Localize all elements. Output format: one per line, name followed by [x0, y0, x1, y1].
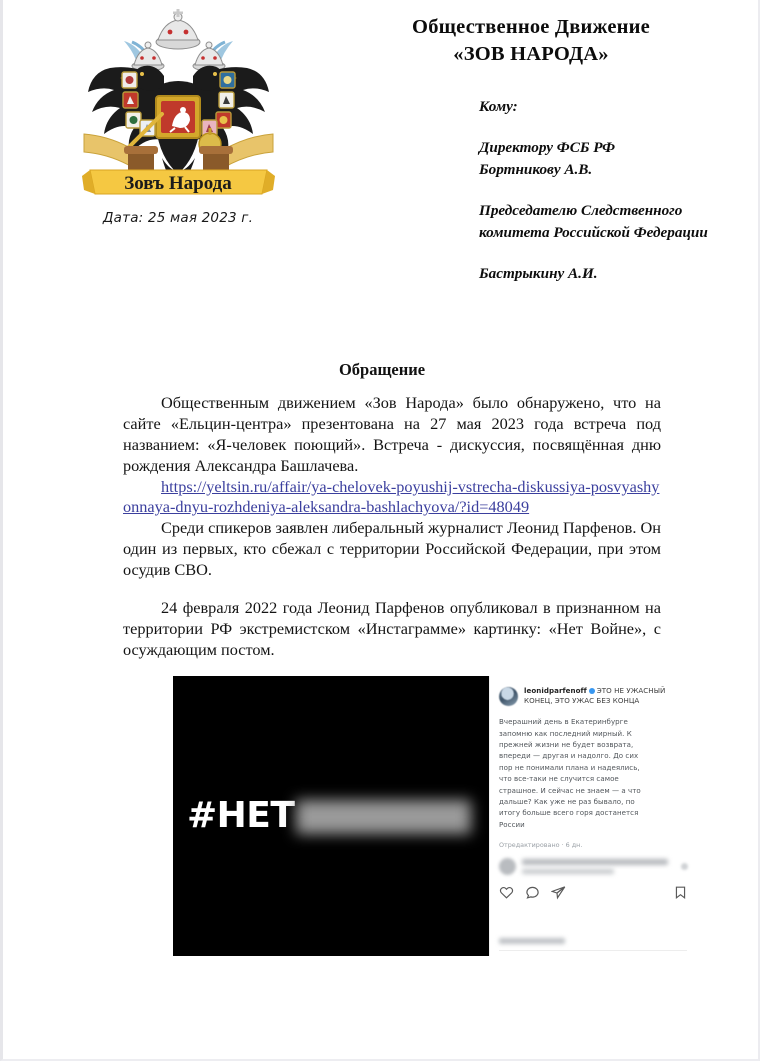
recipient-3-line-1: Бастрыкину А.И. [479, 265, 598, 283]
embedded-instagram-screenshot [173, 676, 697, 956]
organization-title [311, 14, 751, 68]
org-title-line-1: Общественное Движение [412, 16, 650, 38]
no-war-poster-image [173, 676, 489, 956]
source-url-link[interactable]: https://yeltsin.ru/affair/ya-chelovek-poyushij-vstrecha-diskussiya-posvyashyonnaya-dnyu-rozhdeniya-aleksandra-bashlachyova/?id=48049 [123, 476, 660, 517]
verified-badge-icon [589, 688, 595, 694]
addressee-block [479, 96, 751, 285]
addressee-recipient-1 [479, 137, 751, 181]
addressee-to-label-group [479, 96, 751, 118]
comment-line-1 [522, 859, 668, 865]
document-header [11, 0, 753, 330]
instagram-header-text [524, 686, 688, 706]
instagram-edited-note: Отредактировано · 6 дн. [499, 841, 583, 850]
instagram-action-bar [499, 885, 688, 900]
addressee-recipient-3 [479, 263, 751, 285]
censored-block [296, 800, 471, 834]
paragraph-2: Среди спикеров заявлен либеральный журналист Леонид Парфенов. Он один из первых, кто сбежал с территории Российской Федерации, при этом осудив СВО. [123, 517, 661, 579]
paragraph-spacer [123, 581, 661, 598]
recipient-2-line-1: Председателю Следственного [479, 202, 683, 220]
emblem-ribbon-text: Зовъ Народа [123, 173, 232, 194]
instagram-comment-row [499, 858, 688, 875]
recipient-1-line-1: Директору ФСБ РФ [479, 139, 616, 157]
document-date: Дата: 25 мая 2023 г. [102, 210, 254, 226]
emblem-ribbon [82, 170, 275, 194]
post-timestamp-blurred [499, 938, 565, 944]
instagram-caption: Вчерашний день в Екатеринбурге запомню как последний мирный. К прежней жизни не будет возврата, впереди — другая и надолго. До сих пор не понимали плана и надеялись, что все-таки не случится самое страшное. И сейчас не знаем — а что дальше? Как уже не раз бывало, по итогу больше всего горя достанется России [499, 717, 641, 829]
emblem-svg [76, 8, 281, 198]
org-title-line-2: «ЗОВ НАРОДА» [453, 43, 609, 66]
instagram-username[interactable]: leonidparfenoff [524, 686, 587, 695]
avatar [499, 687, 518, 706]
central-shield [156, 96, 200, 138]
document-sheet [11, 0, 753, 1059]
comment-line-2 [522, 869, 614, 874]
document-body [123, 393, 661, 660]
addressee-to-label: Кому: [479, 98, 518, 115]
instagram-post-panel [489, 676, 697, 956]
addressee-recipient-2 [479, 200, 751, 244]
imperial-crown-center [156, 9, 200, 49]
double-headed-eagle-emblem [76, 8, 281, 198]
like-icon[interactable] [499, 885, 514, 900]
recipient-2-line-2: комитета Российской Федерации [479, 224, 708, 242]
no-war-poster-content [187, 795, 471, 836]
panel-divider [499, 950, 687, 951]
recipient-1-line-2: Бортникову А.В. [479, 161, 593, 179]
paragraph-1: Общественным движением «Зов Народа» было обнаружено, что на сайте «Ельцин-центра» презентована на 27 мая 2023 года встреча под названием: «Я-человек поющий». Встреча - дискуссия, посвящённая дню рождения Александра Башлачева. [123, 393, 661, 475]
emblem-block [63, 8, 293, 226]
no-war-poster-text: #НЕТ [187, 795, 295, 836]
commenter-avatar [499, 858, 516, 875]
comment-text-blurred [522, 859, 675, 874]
comment-like-icon[interactable] [681, 863, 688, 870]
comment-icon[interactable] [525, 885, 540, 900]
share-icon[interactable] [551, 885, 566, 900]
document-heading: Обращение [338, 360, 426, 379]
instagram-headline: ЭТО НЕ УЖАСНЫЙ КОНЕЦ, ЭТО УЖАС БЕЗ КОНЦА [524, 686, 666, 706]
bookmark-icon[interactable] [673, 885, 688, 900]
instagram-post-header [499, 686, 688, 706]
paragraph-3: 24 февраля 2022 года Леонид Парфенов опубликовал в признанном на территории РФ экстремистском «Инстаграмме» картинку: «Нет Войне», с осуждающим постом. [123, 597, 661, 659]
